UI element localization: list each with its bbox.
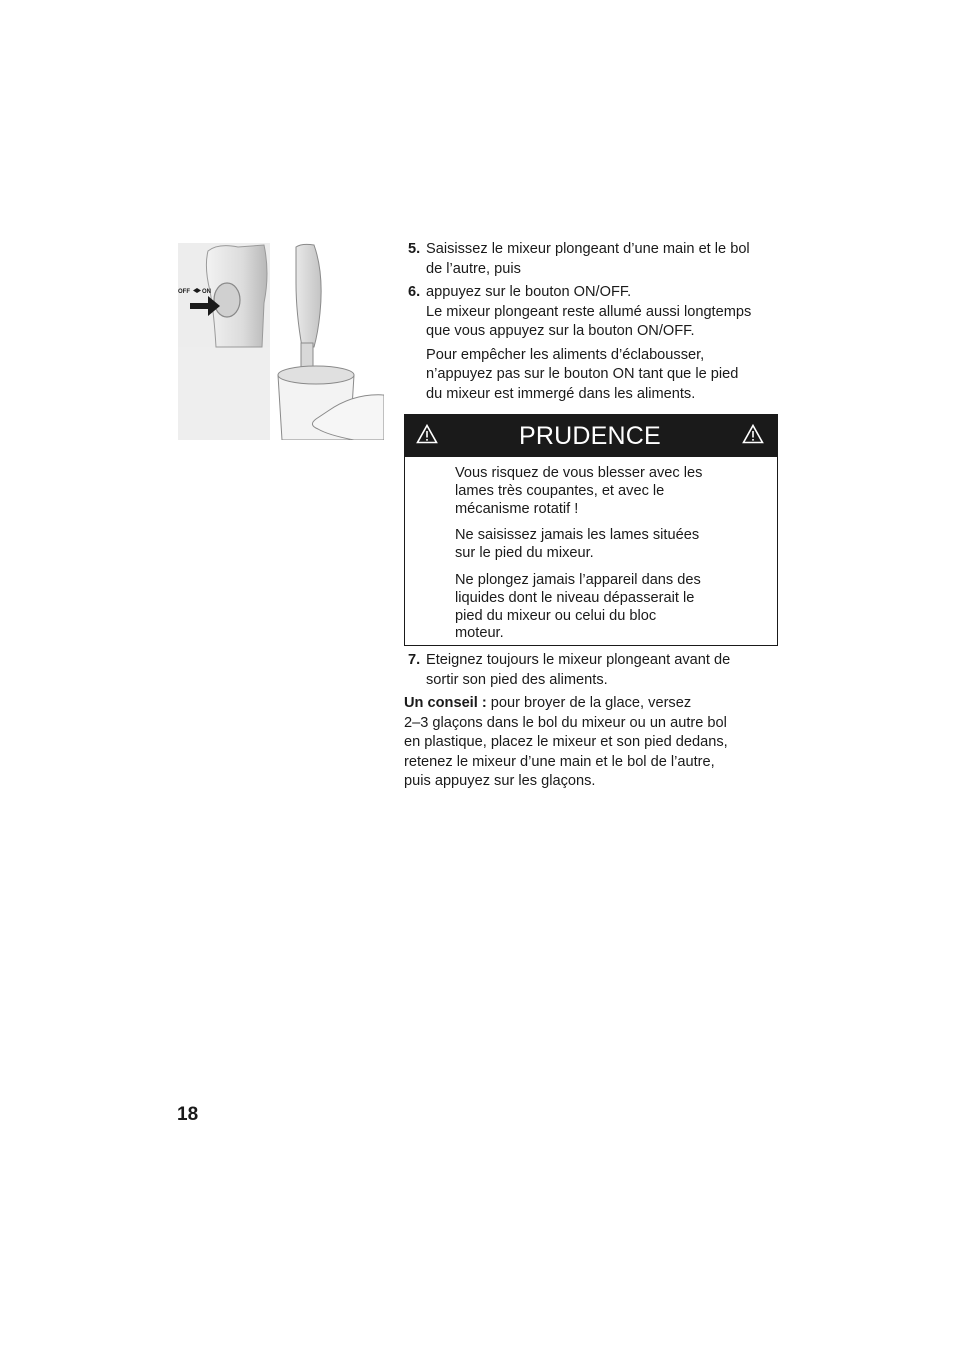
caution-line: pied du mixeur ou celui du bloc <box>455 607 657 624</box>
caution-box <box>404 414 778 646</box>
step-number: 5. <box>408 241 421 257</box>
caution-header <box>405 415 777 457</box>
caution-paragraph <box>455 572 725 643</box>
note-line: du mixeur est immergé dans les aliments. <box>426 385 696 402</box>
step-5 <box>404 240 778 279</box>
instructions-upper <box>404 240 778 404</box>
tip-line: retenez le mixeur d’une main et le bol de l’autre, <box>404 753 715 770</box>
blender-illustration <box>178 243 384 440</box>
step-text: Saisissez le mixeur plongeant d’une main et le bol <box>426 241 750 257</box>
switch-label-off: OFF <box>178 289 190 295</box>
caution-line: Ne plongez jamais l’appareil dans des <box>455 571 701 588</box>
caution-line: liquides dont le niveau dépasserait le <box>455 589 695 606</box>
caution-line: sur le pied du mixeur. <box>455 545 594 562</box>
tip-label: Un conseil : <box>404 695 487 711</box>
step-text: de l’autre, puis <box>426 260 521 277</box>
note-line: n’appuyez pas sur le bouton ON tant que le pied <box>426 366 739 382</box>
caution-title: PRUDENCE <box>519 422 661 450</box>
caution-line: mécanisme rotatif ! <box>455 500 579 517</box>
tip <box>404 694 778 792</box>
tip-text: pour broyer de la glace, versez <box>486 695 692 711</box>
caution-line: Vous risquez de vous blesser avec les <box>455 465 703 481</box>
step-text: que vous appuyez sur la bouton ON/OFF. <box>426 323 695 339</box>
page-number: 18 <box>177 1104 199 1125</box>
warning-triangle-icon <box>416 424 438 444</box>
tip-line: 2–3 glaçons dans le bol du mixeur ou un autre bol <box>404 714 727 731</box>
note-line: Pour empêcher les aliments d’éclabousser, <box>426 346 705 363</box>
caution-line: lames très coupantes, et avec le <box>455 482 665 499</box>
warning-triangle-icon <box>742 424 764 444</box>
tip-first-line <box>404 694 778 714</box>
step-text: appuyez sur le bouton ON/OFF. <box>426 284 632 300</box>
step-text: Eteignez toujours le mixeur plongeant avant de <box>426 652 731 668</box>
step-number: 7. <box>408 652 421 668</box>
step-number: 6. <box>408 284 421 300</box>
instructions-lower <box>404 651 778 792</box>
step-text: Le mixeur plongeant reste allumé aussi longtemps <box>426 303 752 320</box>
caution-paragraph <box>455 527 725 563</box>
caution-body <box>455 465 725 643</box>
caution-line: Ne saisissez jamais les lames situées <box>455 527 700 544</box>
step-text: sortir son pied des aliments. <box>426 671 608 688</box>
step-6 <box>404 283 778 404</box>
switch-label-on: ON <box>202 289 211 295</box>
tip-line: puis appuyez sur les glaçons. <box>404 773 596 789</box>
tip-line: en plastique, placez le mixeur et son pied dedans, <box>404 734 728 750</box>
step-6-note <box>426 346 778 405</box>
caution-paragraph <box>455 465 725 518</box>
caution-line: moteur. <box>455 625 504 642</box>
step-7 <box>404 651 778 690</box>
